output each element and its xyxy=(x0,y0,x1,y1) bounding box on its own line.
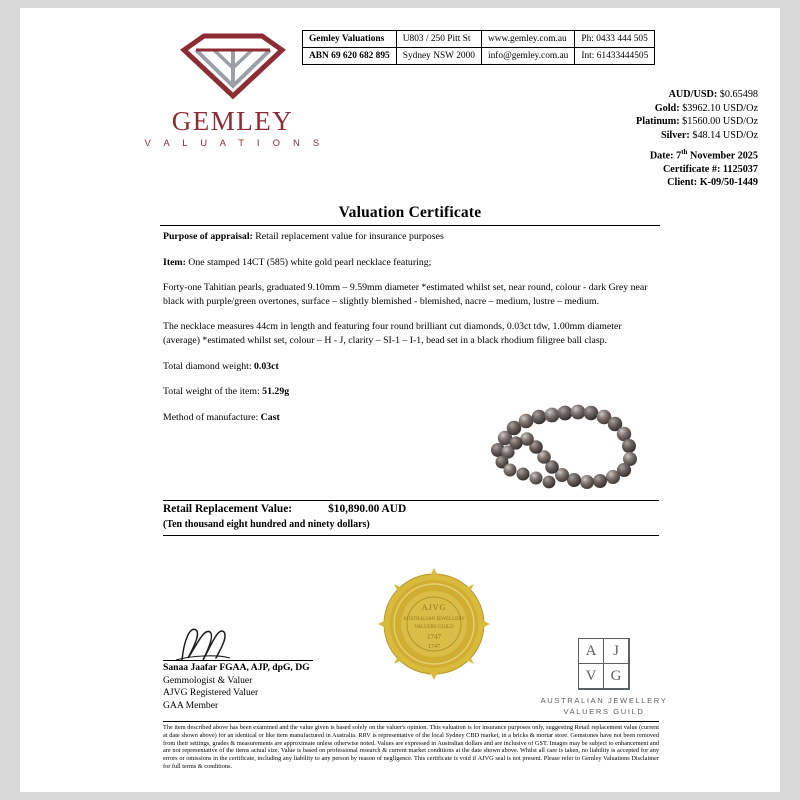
ajvg-logo xyxy=(528,638,680,716)
svg-text:1747: 1747 xyxy=(428,644,440,650)
item-text: One stamped 14CT (585) white gold pearl necklace featuring; xyxy=(185,256,432,268)
client-value: K-09/50-1449 xyxy=(699,177,758,189)
company-subtitle: V A L U A T I O N S xyxy=(144,138,325,149)
document-header xyxy=(20,8,780,189)
item-paragraph xyxy=(163,256,659,270)
rate-row xyxy=(636,88,758,102)
total-weight-label: Total weight of the item: xyxy=(163,386,260,398)
client-row xyxy=(650,176,758,190)
rate-row xyxy=(636,102,758,116)
value-in-words: (Ten thousand eight hundred and ninety dollars) xyxy=(163,519,370,530)
necklace-paragraph: The necklace measures 44cm in length and featuring four round brilliant cut diamonds, 0.03ct tdw, 1.00mm diameter (average) *estimated whilst set, colour – H - J, clarity – SI-1 – I-1, bead set in a black rhodium filigree ball clasp. xyxy=(163,321,622,346)
rate-label: Silver: xyxy=(660,129,690,141)
ajvg-grid-icon xyxy=(578,638,630,690)
rate-value: $0.65498 xyxy=(719,89,758,100)
contact-abn: ABN 69 620 682 895 xyxy=(303,48,397,65)
rate-label: Gold: xyxy=(654,102,680,114)
value-label: Retail Replacement Value: xyxy=(163,503,293,515)
page-title xyxy=(160,204,660,222)
certificate-meta xyxy=(650,146,758,190)
pearls-paragraph: Forty-one Tahitian pearls, graduated 9.10mm – 9.59mm diameter *estimated whilst set, near round, colour - dark Grey near black with purple/green overtones, surface – slightly blemished - blemished, nacre – medium, lustre – medium. xyxy=(163,282,648,307)
title-divider xyxy=(160,225,660,226)
ajvg-line-2: VALUERS GUILD xyxy=(563,707,645,716)
company-name: GEMLEY xyxy=(171,106,294,136)
manufacture-label: Method of manufacture: xyxy=(163,411,259,423)
svg-text:AUSTRALIAN JEWELLERY: AUSTRALIAN JEWELLERY xyxy=(403,617,465,622)
valuer-name: Sanaa Jaafar FGAA, AJP, dpG, DG xyxy=(163,662,310,673)
ajvg-letter-v: V xyxy=(578,663,604,689)
date-row xyxy=(650,146,758,163)
contact-address-1: U803 / 250 Pitt St xyxy=(396,31,481,48)
rate-label: AUD/USD: xyxy=(668,89,718,100)
disclaimer-text: The item described above has been examined and the value given is based solely on the valuer's opinion. This valuation is for insurance purposes only, suggesting Retail replacement value (current at date shown above) for an identical or like item manufactured in Australia. RRV is representative of the local Sydney CBD market, in a bricks & mortar store. Gemstones have not been removed from their settings, grades & measurements are approximate unless otherwise noted. Values are expressed in Australian dollars and are inclusive of GST. Images may be subject to enhancement and are not representative of the items actual size. Value is based on professional research & current market conditions at the date shown above. Whilst all care is taken, no liability is accepted for any errors or omissions in the certificate, including any liability to any person by reason of negligence. This certificate is void if AJVG seal is not present. Please refer to Gemley Valuations Disclaimer for full terms & conditions. xyxy=(163,724,659,770)
certificate-number-row xyxy=(650,163,758,177)
valuer-role: Gemmologist & Valuer xyxy=(163,674,253,686)
diamond-logo-icon xyxy=(174,30,292,102)
contact-website[interactable]: www.gemley.com.au xyxy=(481,31,574,48)
valuer-membership: GAA Member xyxy=(163,699,219,711)
rate-value: $1560.00 USD/Oz xyxy=(682,116,758,127)
contact-company: Gemley Valuations xyxy=(303,31,397,48)
manufacture-value: Cast xyxy=(258,411,280,423)
svg-text:VALUERS GUILD: VALUERS GUILD xyxy=(414,625,454,630)
ajvg-letter-j: J xyxy=(603,638,629,664)
company-logo xyxy=(140,30,325,149)
ajvg-letter-g: G xyxy=(603,663,629,689)
client-label: Client: xyxy=(667,177,698,189)
valuer-registration: AJVG Registered Valuer xyxy=(163,687,259,699)
valuer-details xyxy=(163,662,310,712)
rate-value: $3962.10 USD/Oz xyxy=(682,102,758,114)
certificate-label: Certificate #: xyxy=(662,163,721,175)
date-day: 7 xyxy=(676,150,682,162)
certificate-value: 1125037 xyxy=(722,163,758,175)
svg-text:AJVG: AJVG xyxy=(421,603,447,612)
contact-international-phone: Int: 61433444505 xyxy=(575,48,655,65)
item-label: Item: xyxy=(163,256,186,268)
retail-replacement-value xyxy=(163,503,583,515)
table-row xyxy=(303,31,655,48)
date-label: Date: xyxy=(649,150,674,162)
rate-row xyxy=(636,115,758,129)
ajvg-letter-a: A xyxy=(578,638,604,664)
diamond-weight-paragraph xyxy=(163,360,659,374)
certificate-page xyxy=(20,8,780,792)
rate-row xyxy=(636,129,758,143)
purpose-text: Retail replacement value for insurance purposes xyxy=(252,231,444,242)
date-ordinal: th xyxy=(681,148,688,156)
diamond-weight-value: 0.03ct xyxy=(251,360,279,372)
contact-details-table xyxy=(302,30,655,65)
ajvg-line-1: AUSTRALIAN JEWELLERY xyxy=(540,696,668,705)
contact-address-2: Sydney NSW 2000 xyxy=(396,48,481,65)
disclaimer-divider xyxy=(163,721,659,722)
contact-email[interactable]: info@gemley.com.au xyxy=(481,48,574,65)
rate-value: $48.14 USD/Oz xyxy=(692,129,758,141)
svg-text:1747: 1747 xyxy=(427,633,441,641)
purpose-label: Purpose of appraisal: xyxy=(163,231,253,242)
item-photo-pearl-necklace xyxy=(480,386,655,496)
total-weight-value: 51.29g xyxy=(259,386,290,398)
rate-label: Platinum: xyxy=(636,116,680,127)
metal-rates xyxy=(636,88,758,142)
value-divider-bottom xyxy=(163,535,659,536)
diamond-weight-label: Total diamond weight: xyxy=(163,360,252,372)
value-divider-top xyxy=(163,500,659,501)
gold-embossed-seal-icon xyxy=(378,568,490,680)
signature-line xyxy=(163,660,313,661)
contact-phone: Ph: 0433 444 505 xyxy=(575,31,655,48)
document-title: Valuation Certificate xyxy=(338,204,482,221)
table-row xyxy=(303,48,655,65)
purpose-paragraph xyxy=(163,230,659,244)
value-amount: $10,890.00 AUD xyxy=(328,503,407,515)
date-rest: November 2025 xyxy=(687,150,758,162)
